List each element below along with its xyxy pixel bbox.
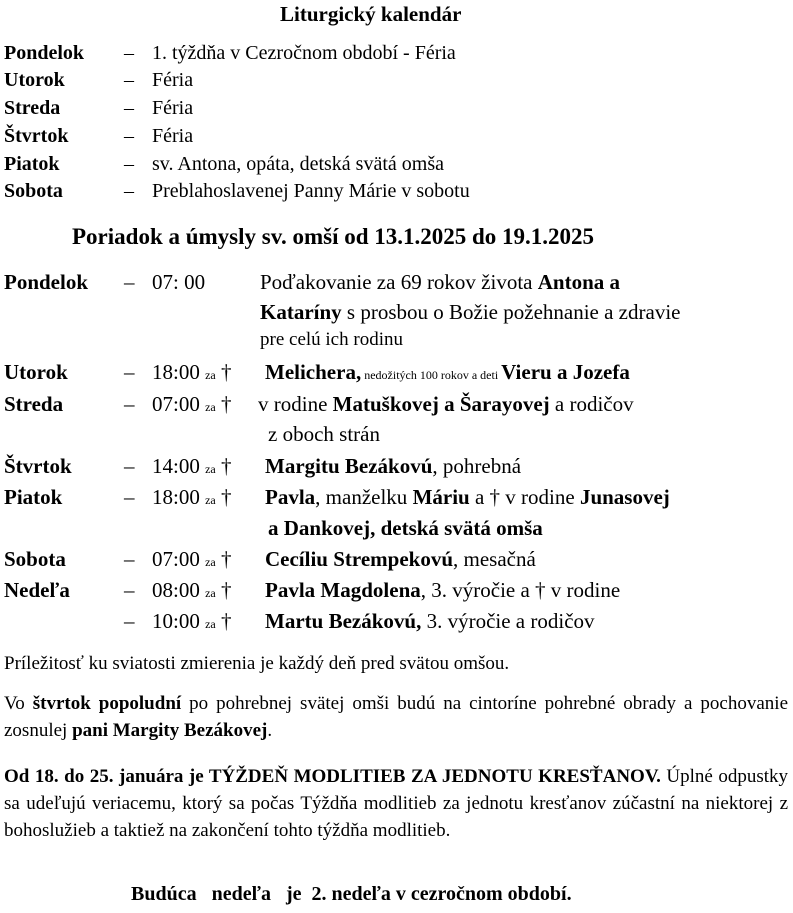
- calendar-text: sv. Antona, opáta, detská svätá omša: [152, 153, 444, 175]
- calendar-day: Utorok: [4, 69, 65, 91]
- calendar-dash: –: [124, 125, 134, 147]
- mass-dash: –: [124, 360, 135, 384]
- calendar-dash: –: [124, 42, 134, 64]
- mass-time: 18:00 za †: [152, 360, 232, 384]
- mass-dash: –: [124, 547, 135, 571]
- mass-intention: Kataríny s prosbou o Božie požehnanie a zdravie: [260, 300, 681, 324]
- calendar-dash: –: [124, 97, 134, 119]
- calendar-day: Pondelok: [4, 42, 85, 64]
- mass-day: Piatok: [4, 485, 63, 509]
- mass-intention: Poďakovanie za 69 rokov života Antona a: [260, 270, 621, 294]
- mass-intention: Pavla, manželku Máriu a † v rodine Junasovej: [265, 485, 670, 509]
- mass-time: 08:00 za †: [152, 578, 232, 602]
- calendar-text: Féria: [152, 97, 194, 119]
- mass-dash: –: [124, 454, 135, 478]
- mass-day: Sobota: [4, 547, 66, 571]
- mass-intention: Margitu Bezákovú, pohrebná: [265, 454, 522, 478]
- mass-day: Pondelok: [4, 270, 89, 294]
- mass-day: Streda: [4, 392, 64, 416]
- calendar-text: Féria: [152, 125, 194, 147]
- mass-intention: pre celú ich rodinu: [260, 329, 403, 350]
- mass-intention: Cecíliu Strempekovú, mesačná: [265, 547, 536, 571]
- calendar-day: Sobota: [4, 180, 63, 202]
- calendar-day: Streda: [4, 97, 61, 119]
- calendar-text: Preblahoslavenej Panny Márie v sobotu: [152, 180, 470, 202]
- mass-dash: –: [124, 392, 135, 416]
- mass-intention: z oboch strán: [268, 422, 380, 446]
- calendar-text: 1. týždňa v Cezročnom období - Féria: [152, 42, 456, 64]
- confession-note: Príležitosť ku sviatosti zmierenia je každý deň pred svätou omšou.: [4, 653, 510, 674]
- masses-title: Poriadok a úmysly sv. omší od 13.1.2025 do 19.1.2025: [72, 224, 595, 249]
- mass-time: 10:00 za †: [152, 609, 232, 633]
- mass-dash: –: [124, 578, 135, 602]
- calendar-day: Štvrtok: [4, 125, 69, 147]
- calendar-dash: –: [124, 180, 134, 202]
- calendar-dash: –: [124, 69, 134, 91]
- mass-dash: –: [124, 609, 135, 633]
- mass-intention: a Dankovej, detská svätá omša: [268, 516, 543, 540]
- mass-intention: v rodine Matuškovej a Šarayovej a rodičov: [258, 392, 634, 416]
- mass-dash: –: [124, 270, 135, 294]
- mass-day: Štvrtok: [4, 454, 72, 478]
- unity-week-note: Od 18. do 25. januára je TÝŽDEŇ MODLITIEB ZA JEDNOTU KRESŤANOV. Úplné odpustky sa udeľujú veriacemu, ktorý sa počas Týždňa modlitieb za jednotu kresťanov zúčastní na niektorej z bohoslužieb a taktiež na zakončení tohto týždňa modlitieb.: [4, 766, 788, 841]
- calendar-day: Piatok: [4, 153, 60, 175]
- mass-time: 07:00 za †: [152, 547, 232, 571]
- mass-intention: Martu Bezákovú, 3. výročie a rodičov: [265, 609, 595, 633]
- mass-intention: Pavla Magdolena, 3. výročie a † v rodine: [265, 578, 621, 602]
- mass-intention: Melichera, nedožitých 100 rokov a deti Vieru a Jozefa: [265, 360, 630, 384]
- next-sunday-note: Budúca nedeľa je 2. nedeľa v cezročnom období.: [131, 883, 572, 905]
- mass-time: 07:00 za †: [152, 392, 232, 416]
- funeral-note: Vo štvrtok popoludní po pohrebnej svätej omši budú na cintoríne pohrebné obrady a pochovanie zosnulej pani Margity Bezákovej.: [4, 693, 788, 741]
- calendar-dash: –: [124, 153, 134, 175]
- mass-time: 18:00 za †: [152, 485, 232, 509]
- calendar-title: Liturgický kalendár: [280, 2, 462, 26]
- mass-day: Nedeľa: [4, 578, 70, 602]
- mass-dash: –: [124, 485, 135, 509]
- mass-time: 07: 00: [152, 270, 206, 294]
- calendar-text: Féria: [152, 69, 194, 91]
- mass-time: 14:00 za †: [152, 454, 232, 478]
- mass-day: Utorok: [4, 360, 68, 384]
